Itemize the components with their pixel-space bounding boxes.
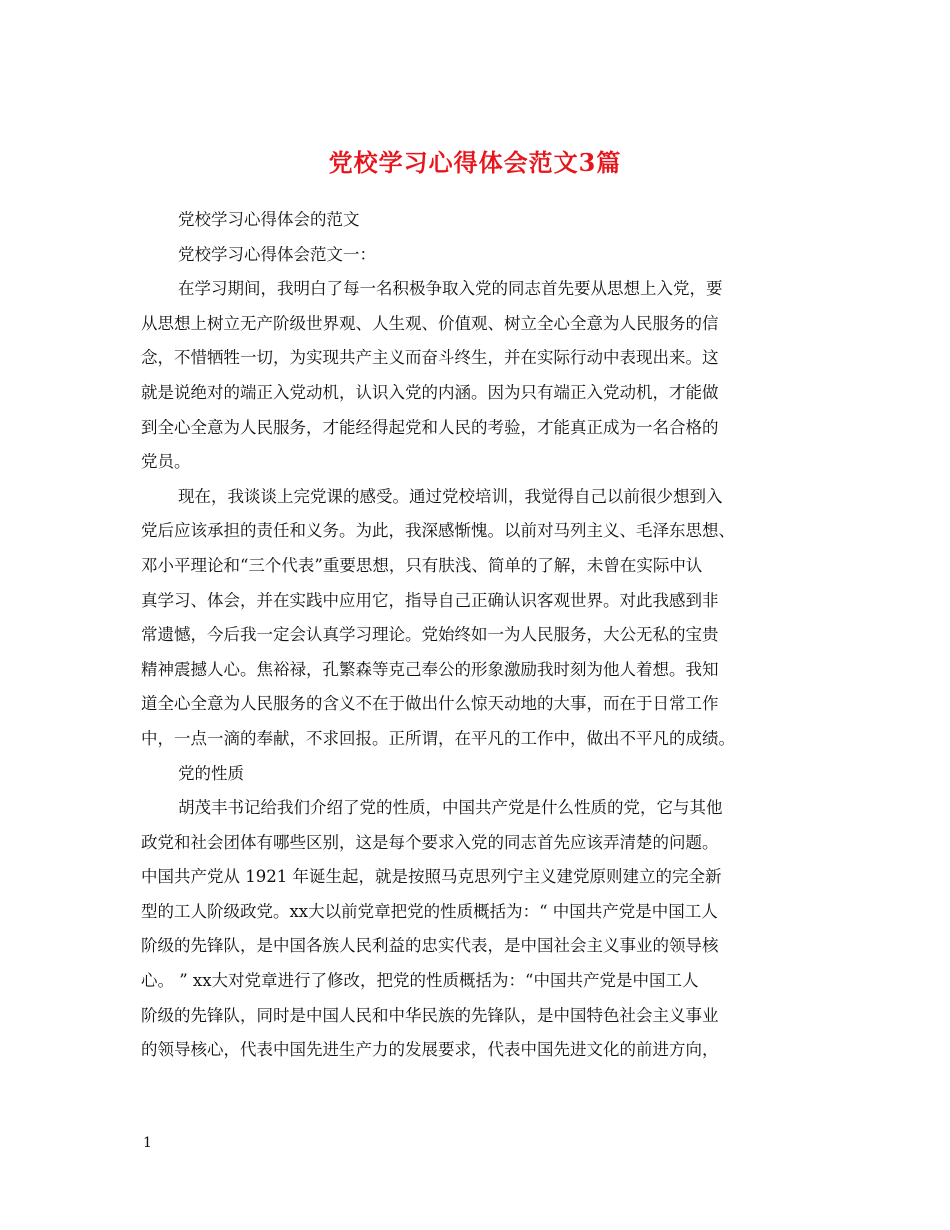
text-line: 就是说绝对的端正入党动机，认识入党的内涵。因为只有端正入党动机，才能做 [141, 382, 719, 402]
text-line: 阶级的先锋队，是中国各族人民利益的忠实代表，是中国社会主义事业的领导核 [141, 936, 719, 956]
text-line: 政党和社会团体有哪些区别，这是每个要求入党的同志首先应该弄清楚的问题。 [141, 832, 719, 852]
text-line: 在学习期间，我明白了每一名积极争取入党的同志首先要从思想上入党，要 [178, 279, 723, 299]
text-line: 党后应该承担的责任和义务。为此，我深感惭愧。以前对马列主义、毛泽东思想、 [141, 521, 735, 541]
text-line: 的领导核心，代表中国先进生产力的发展要求，代表中国先进文化的前进方向， [141, 1040, 719, 1060]
text-line: 从思想上树立无产阶级世界观、人生观、价值观、树立全心全意为人民服务的信 [141, 313, 719, 333]
document-body [141, 203, 811, 1068]
text-line: 道全心全意为人民服务的含义不在于做出什么惊天动地的大事，而在于日常工作 [141, 694, 719, 714]
text-line: 党的性质 [178, 763, 244, 783]
text-line: 党员。 [141, 452, 191, 472]
text-line: 真学习、体会，并在实践中应用它，指导自己正确认识客观世界。对此我感到非 [141, 590, 719, 610]
text-line: 阶级的先锋队，同时是中国人民和中华民族的先锋队，是中国特色社会主义事业 [141, 1005, 719, 1025]
text-line: 中，一点一滴的奉献，不求回报。正所谓，在平凡的工作中，做出不平凡的成绩。 [141, 728, 735, 748]
page-number: 1 [143, 1135, 152, 1151]
text-line: 精神震撼人心。焦裕禄，孔繁森等克己奉公的形象激励我时刻为他人着想。我知 [141, 659, 719, 679]
text-line: 胡茂丰书记给我们介绍了党的性质，中国共产党是什么性质的党，它与其他 [178, 798, 723, 818]
text-line: 念，不惜牺牲一切，为实现共产主义而奋斗终生，并在实际行动中表现出来。这 [141, 348, 719, 368]
document-title: 党校学习心得体会范文3篇 [328, 148, 622, 178]
text-line: 到全心全意为人民服务，才能经得起党和人民的考验，才能真正成为一名合格的 [141, 417, 719, 437]
text-line: 型的工人阶级政党。xx大以前党章把党的性质概括为：“ 中国共产党是中国工人 [141, 901, 718, 921]
text-line: 心。 ” xx大对党章进行了修改，把党的性质概括为：“中国共产党是中国工人 [141, 971, 699, 991]
text-line: 现在，我谈谈上完党课的感受。通过党校培训，我觉得自己以前很少想到入 [178, 486, 723, 506]
text-line: 常遗憾，今后我一定会认真学习理论。党始终如一为人民服务，大公无私的宝贵 [141, 625, 719, 645]
text-line: 党校学习心得体会范文一： [178, 244, 376, 264]
text-line: 邓小平理论和“三个代表”重要思想，只有肤浅、简单的了解，未曾在实际中认 [141, 555, 703, 575]
text-line: 党校学习心得体会的范文 [178, 210, 360, 229]
text-line: 中国共产党从 1921 年诞生起，就是按照马克思列宁主义建党原则建立的完全新 [141, 867, 722, 887]
